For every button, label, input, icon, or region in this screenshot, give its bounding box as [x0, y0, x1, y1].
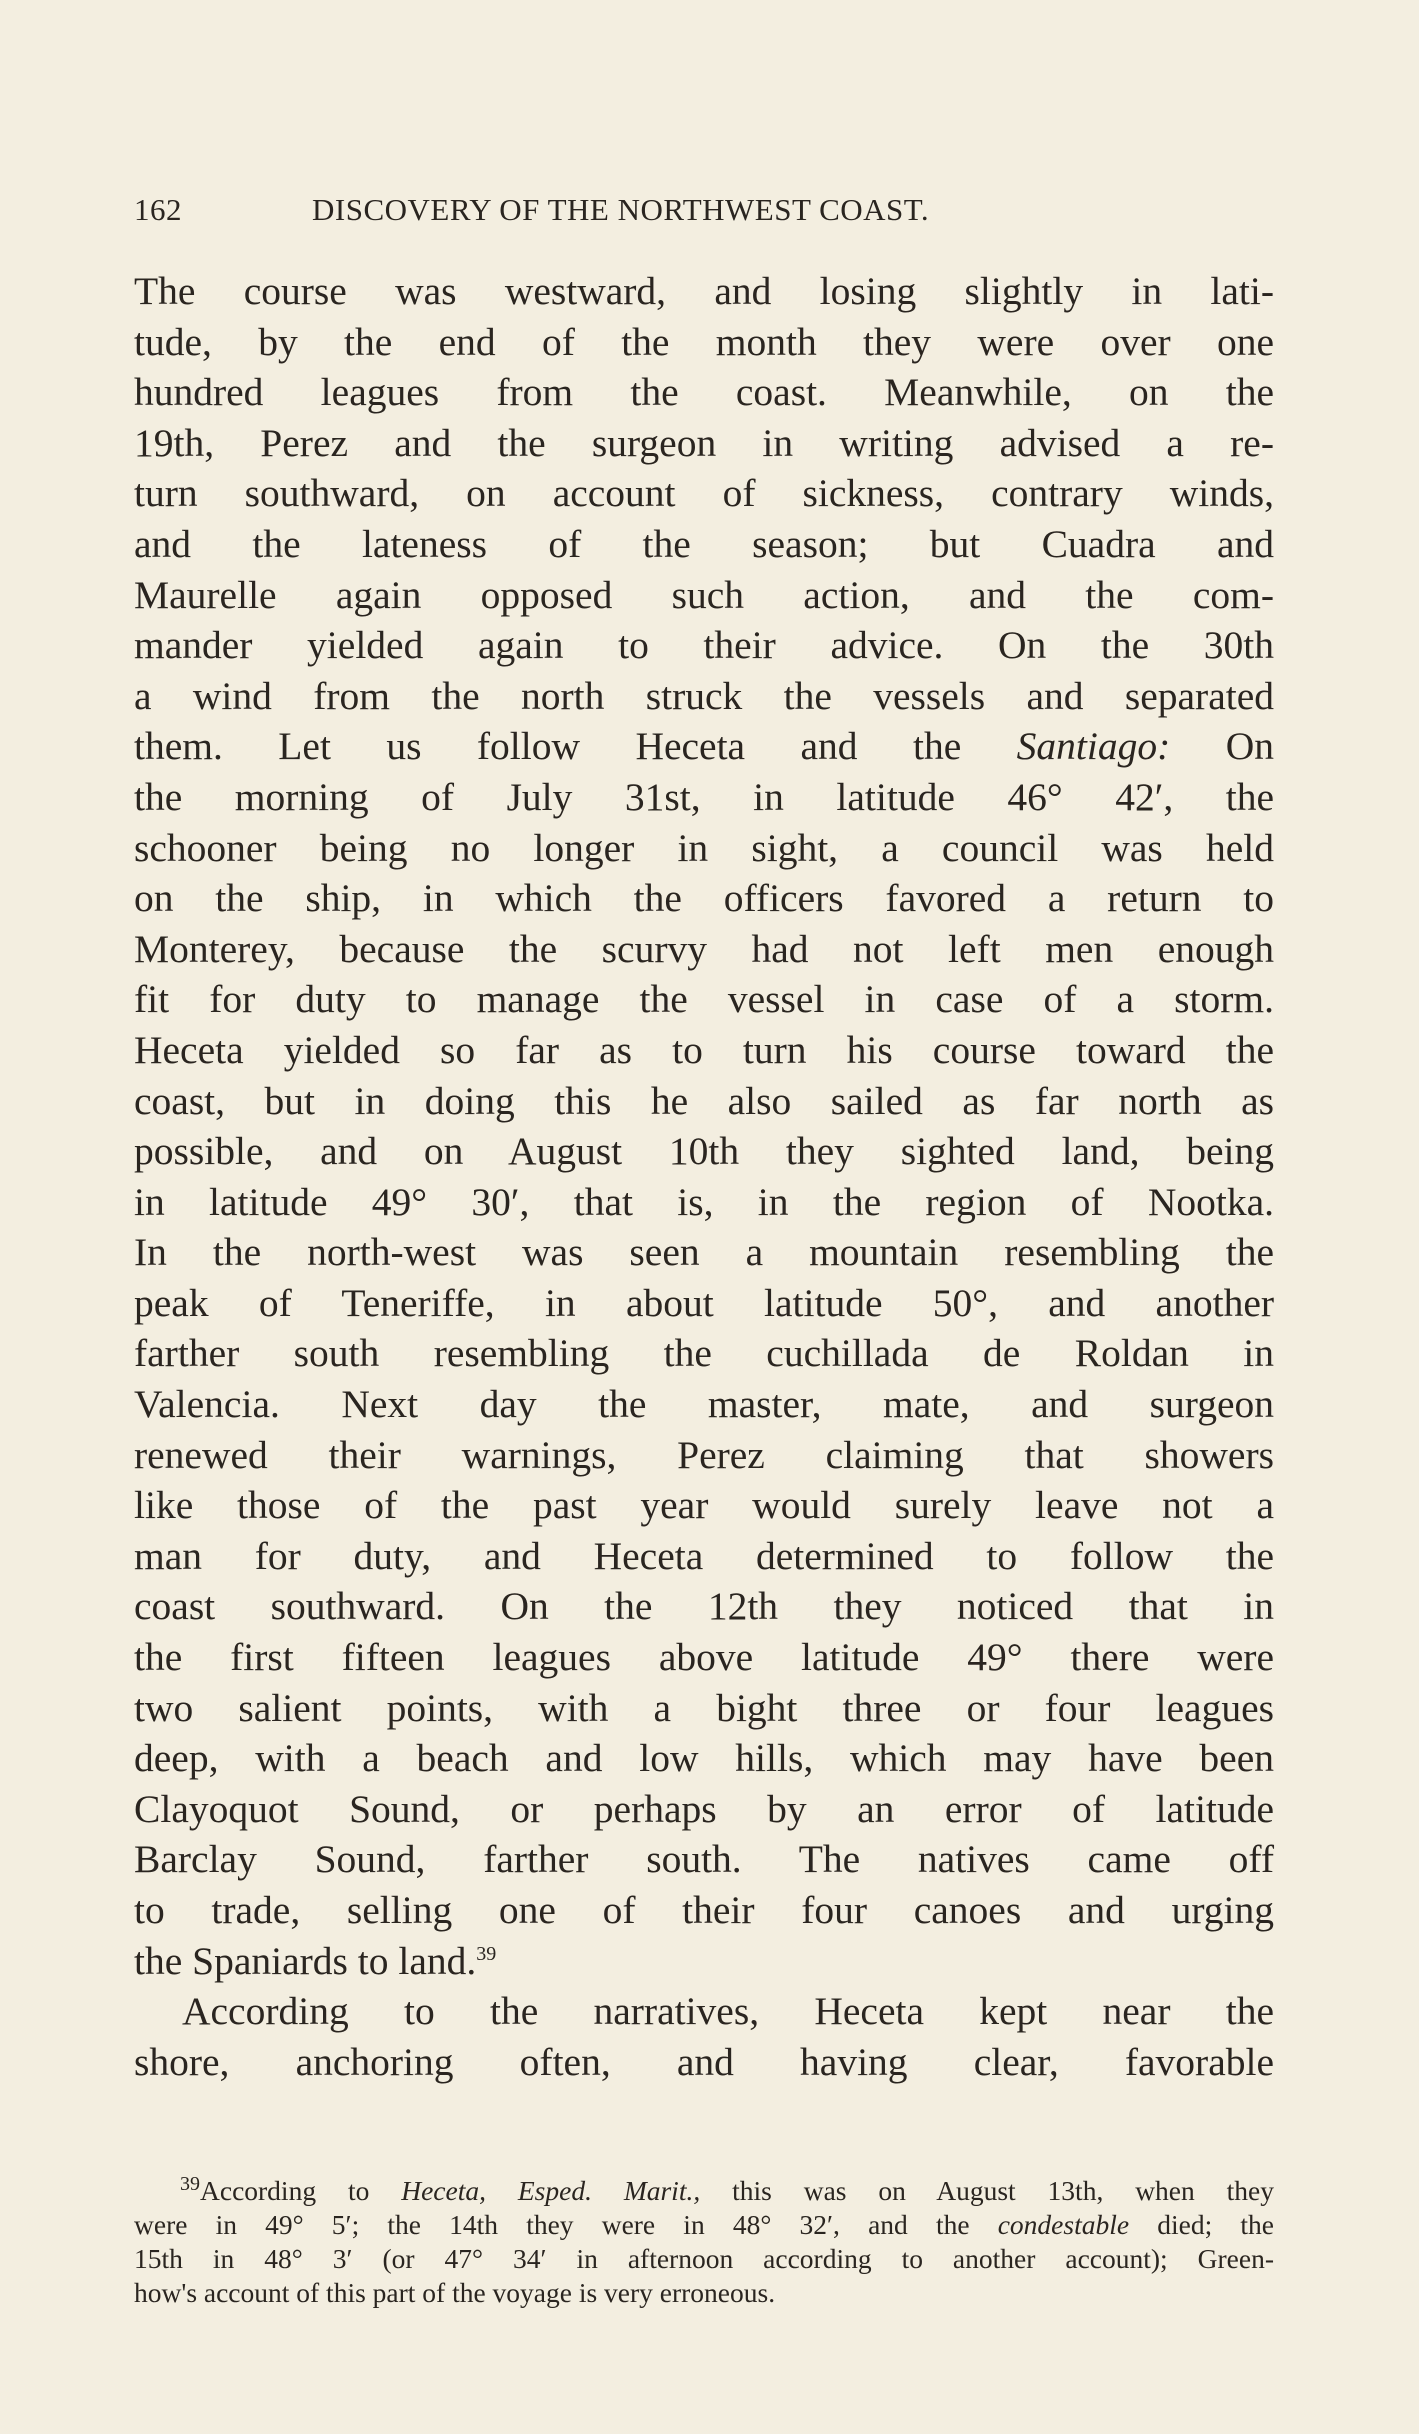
text-line: deep, with a beach and low hills, which may have been [134, 1736, 1274, 1781]
line-start: them. Let us follow Heceta and the [134, 724, 1017, 769]
text-line: a wind from the north struck the vessels and separated [134, 673, 1274, 718]
footnote-line: 15th in 48° 3′ (or 47° 34′ in afternoon according to another account); Green- [134, 2243, 1274, 2274]
footnote-text: died; the [1129, 2209, 1274, 2240]
text-line: to trade, selling one of their four canoes and urging [134, 1888, 1274, 1932]
footnote-number: 39 [180, 2172, 200, 2195]
text-line: in latitude 49° 30′, that is, in the region of Nootka. [134, 1179, 1274, 1224]
text-line: Clayoquot Sound, or perhaps by an error of latitude [134, 1786, 1274, 1831]
text-line: Heceta yielded so far as to turn his course toward the [134, 1027, 1274, 1072]
footnote-italic-source: Heceta, Esped. Marit., [401, 2175, 701, 2206]
running-head [134, 192, 1274, 236]
text-line: farther south resembling the cuchillada de Roldan in [134, 1331, 1274, 1376]
text-line: two salient points, with a bight three or four leagues [134, 1685, 1274, 1730]
line-end: On [1170, 724, 1274, 769]
footnote-text: According to [200, 2175, 402, 2206]
text-line: According to the narratives, Heceta kept near the [182, 1989, 1274, 2034]
footnote-text: were in 49° 5′; the 14th they were in 48° 32′, and the [134, 2209, 998, 2240]
text-line: the first fifteen leagues above latitude 49° there were [134, 1635, 1274, 1680]
text-line: fit for duty to manage the vessel in case of a storm. [134, 977, 1274, 1022]
body-text [134, 266, 1274, 2087]
footnote-line [134, 2174, 1274, 2208]
text-line: Valencia. Next day the master, mate, and surgeon [134, 1382, 1274, 1427]
footnote-italic-word: condestable [997, 2209, 1130, 2240]
footnote-line [134, 2208, 1274, 2242]
footnote-line: how's account of this part of the voyage is very erroneous. [134, 2277, 776, 2308]
text-line: man for duty, and Heceta determined to follow the [134, 1533, 1274, 1578]
text-line [134, 1936, 1274, 1987]
footnote [134, 2174, 1274, 2310]
text-line: possible, and on August 10th they sighted land, being [134, 1129, 1274, 1174]
text-line: the morning of July 31st, in latitude 46° 42′, the [134, 774, 1274, 819]
text-line: Monterey, because the scurvy had not left men enough [134, 926, 1274, 971]
text-line: Maurelle again opposed such action, and the com- [134, 572, 1274, 617]
text-line: coast southward. On the 12th they noticed that in [134, 1584, 1274, 1629]
text-line: Barclay Sound, farther south. The natives came off [134, 1837, 1274, 1882]
text-line: on the ship, in which the officers favored a return to [134, 876, 1274, 921]
footnote-reference: 39 [476, 1942, 497, 1965]
text-line: like those of the past year would surely leave not a [134, 1483, 1274, 1528]
text-line: tude, by the end of the month they were over one [134, 319, 1274, 364]
text-line: hundred leagues from the coast. Meanwhile, on the [134, 370, 1274, 415]
text-line [134, 721, 1274, 772]
running-title: DISCOVERY OF THE NORTHWEST COAST. [312, 192, 930, 227]
text-line: In the north-west was seen a mountain resembling the [134, 1230, 1274, 1275]
text-line: and the lateness of the season; but Cuadra and [134, 521, 1274, 566]
ship-name-italic: Santiago: [1016, 724, 1171, 769]
text-line: coast, but in doing this he also sailed as far north as [134, 1078, 1274, 1123]
text-line: peak of Teneriffe, in about latitude 50°, and another [134, 1280, 1274, 1325]
text-line: turn southward, on account of sickness, contrary winds, [134, 471, 1274, 516]
text-line: 19th, Perez and the surgeon in writing advised a re- [134, 420, 1274, 465]
text-line: schooner being no longer in sight, a council was held [134, 825, 1274, 870]
footnote-text: this was on August 13th, when they [700, 2175, 1274, 2206]
text-line: shore, anchoring often, and having clear, favorable [134, 2039, 1274, 2084]
text-line: mander yielded again to their advice. On the 30th [134, 623, 1274, 668]
text-line: The course was westward, and losing slightly in lati- [134, 269, 1274, 313]
line-text: the Spaniards to land. [134, 1938, 477, 1983]
text-line: renewed their warnings, Perez claiming that showers [134, 1432, 1274, 1477]
page-number: 162 [134, 192, 182, 227]
